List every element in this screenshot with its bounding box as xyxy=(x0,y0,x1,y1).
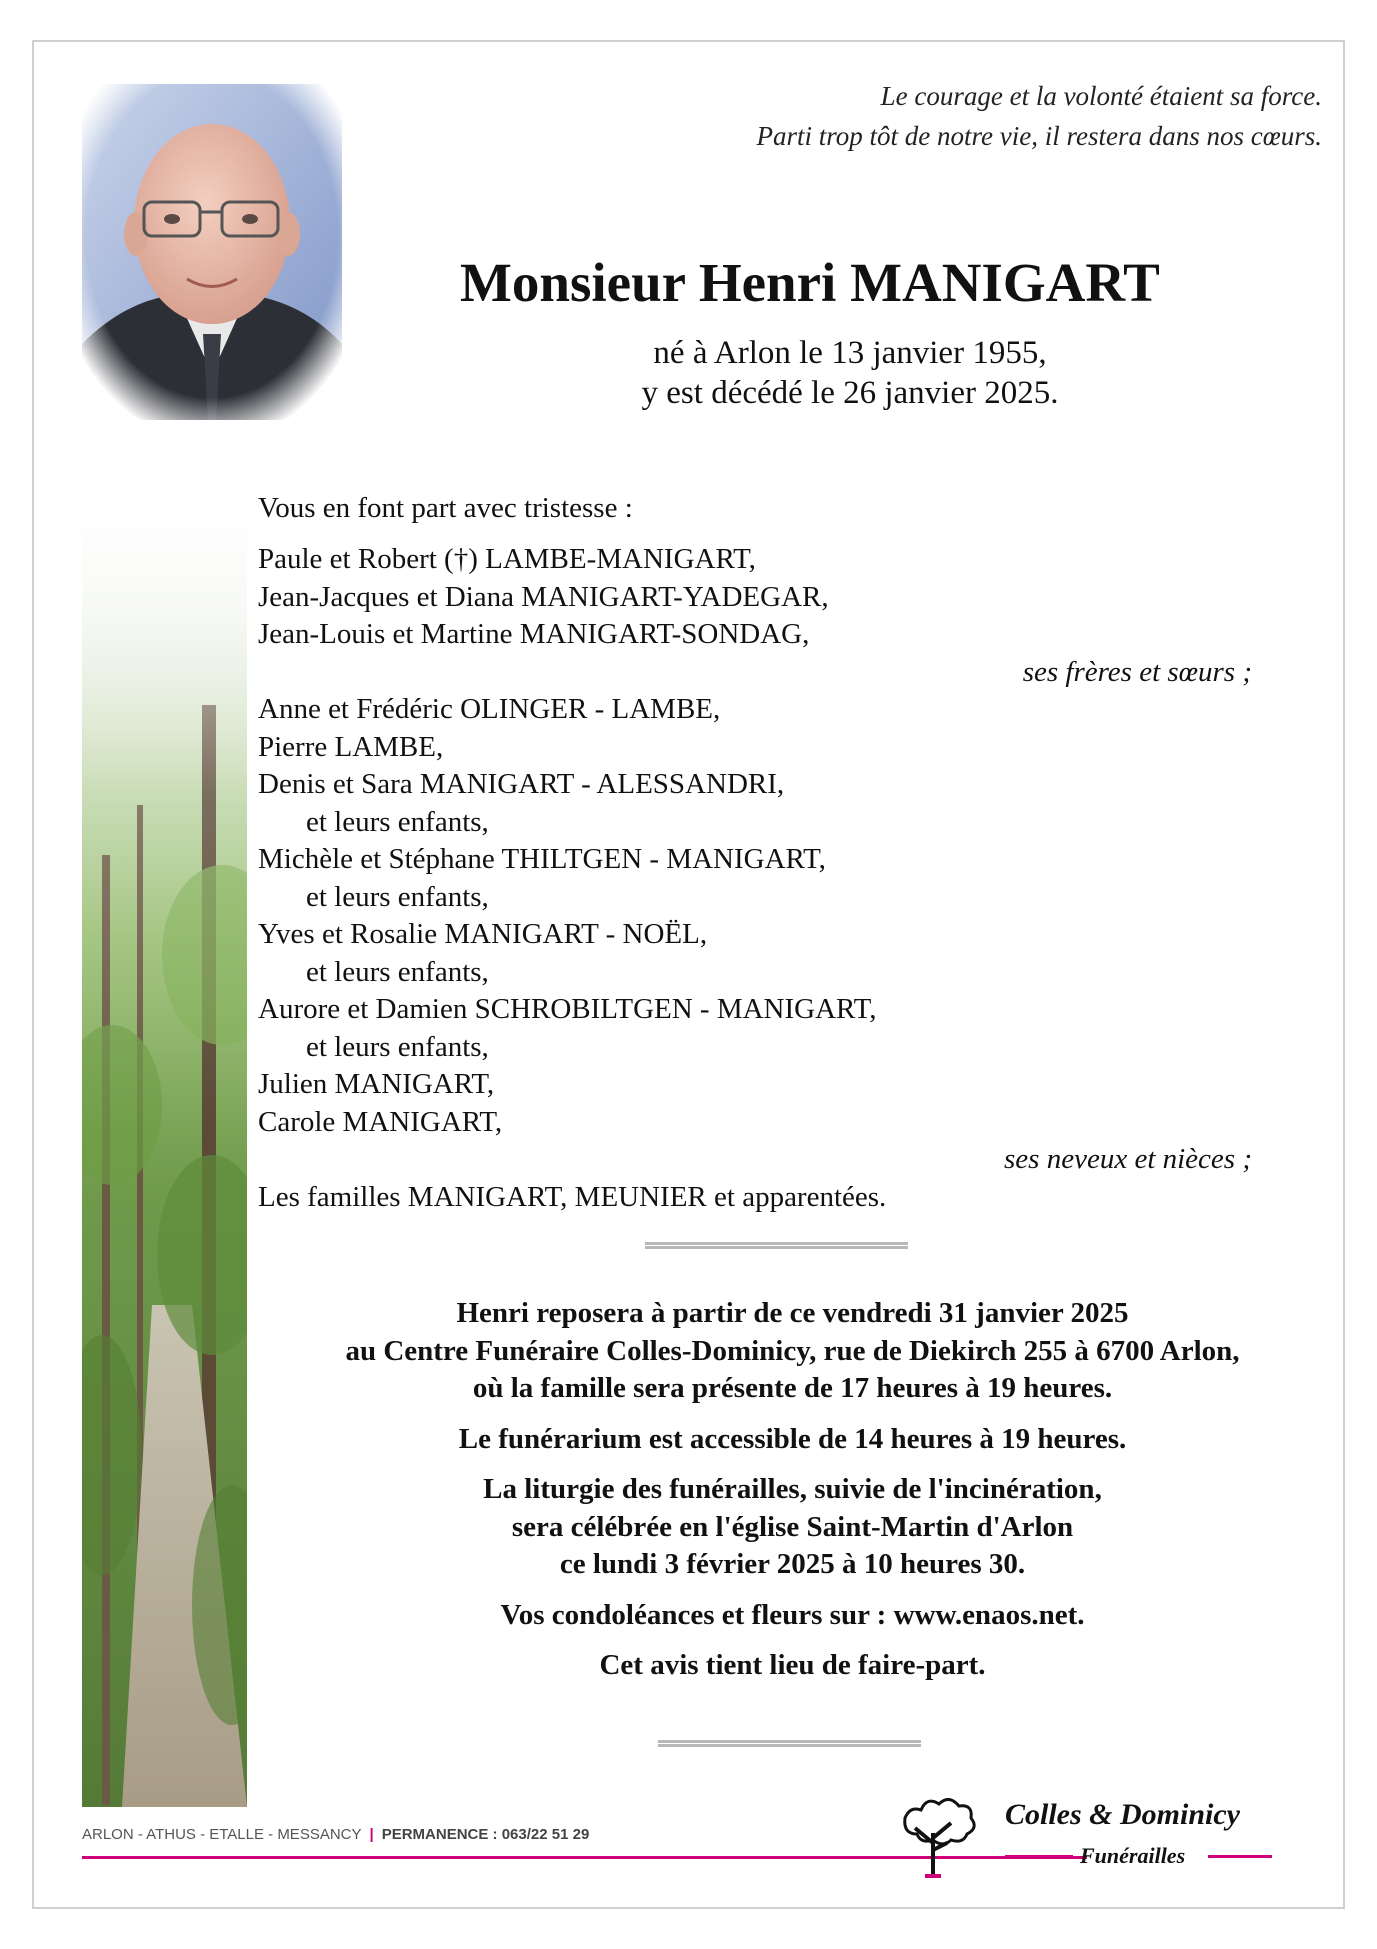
tree-logo-icon xyxy=(885,1788,985,1878)
nephew-line: Denis et Sara MANIGART - ALESSANDRI, xyxy=(258,768,785,800)
nephew-line: Aurore et Damien SCHROBILTGEN - MANIGART, xyxy=(258,993,877,1025)
nephew-line: Carole MANIGART, xyxy=(258,1105,503,1138)
memorial-quote xyxy=(757,76,1322,156)
condolences-line: Vos condoléances et fleurs sur : www.enaos.net. xyxy=(500,1598,1085,1631)
viewing-line: où la famille sera présente de 17 heures à 19 heures. xyxy=(472,1372,1113,1404)
funerarium-hours xyxy=(250,1421,1335,1459)
nephew-line: Michèle et Stéphane THILTGEN - MANIGART, xyxy=(258,843,826,875)
children-line: et leurs enfants, xyxy=(306,1030,489,1063)
family-announcement xyxy=(258,488,1258,1216)
birth-line: né à Arlon le 13 janvier 1955, xyxy=(653,335,1047,371)
sibling-line: Jean-Louis et Martine MANIGART-SONDAG, xyxy=(258,618,810,650)
liturgy-line: sera célébrée en l'église Saint-Martin d'Arlon xyxy=(511,1510,1074,1543)
liturgy-line: La liturgie des funérailles, suivie de l'incinération, xyxy=(483,1473,1102,1505)
deceased-name: Monsieur Henri MANIGART xyxy=(460,252,1160,313)
hours-line: Le funérarium est accessible de 14 heures à 19 heures. xyxy=(458,1422,1127,1455)
nephews-relation: ses neveux et nièces ; xyxy=(1004,1143,1252,1175)
funeral-home-logo xyxy=(885,1788,1285,1888)
nephew-line: Yves et Rosalie MANIGART - NOËL, xyxy=(258,918,708,950)
notice-line: Cet avis tient lieu de faire-part. xyxy=(599,1649,986,1681)
logo-sub-rule-left xyxy=(1005,1855,1073,1858)
announcement-intro: Vous en font part avec tristesse : xyxy=(258,492,633,524)
liturgy-line: ce lundi 3 février 2025 à 10 heures 30. xyxy=(559,1548,1026,1580)
nephew-line: Anne et Frédéric OLINGER - LAMBE, xyxy=(258,693,721,725)
other-families-line: Les familles MANIGART, MEUNIER et apparentées. xyxy=(258,1180,887,1213)
nephew-line: Pierre LAMBE, xyxy=(258,730,444,763)
section-divider xyxy=(658,1740,921,1747)
logo-name: Colles & Dominicy xyxy=(1005,1798,1240,1831)
logo-sub-rule-right xyxy=(1208,1855,1272,1858)
siblings-relation: ses frères et sœurs ; xyxy=(1022,655,1252,688)
footer-separator: | xyxy=(369,1826,374,1843)
ceremony-info xyxy=(250,1295,1335,1698)
footer-contact xyxy=(82,1826,589,1843)
sibling-line: Paule et Robert (†) LAMBE-MANIGART, xyxy=(258,543,756,575)
death-line: y est décédé le 26 janvier 2025. xyxy=(641,375,1059,411)
viewing-line: au Centre Funéraire Colles-Dominicy, rue de Diekirch 255 à 6700 Arlon, xyxy=(345,1334,1240,1367)
section-divider xyxy=(645,1242,908,1249)
portrait-photo xyxy=(82,84,342,420)
children-line: et leurs enfants, xyxy=(306,805,489,838)
sibling-line: Jean-Jacques et Diana MANIGART-YADEGAR, xyxy=(258,580,829,613)
viewing-line: Henri reposera à partir de ce vendredi 31 janvier 2025 xyxy=(456,1297,1129,1329)
condolences-info xyxy=(250,1597,1335,1635)
forest-path-image xyxy=(82,455,247,1807)
notice-info xyxy=(250,1647,1335,1685)
nephew-line: Julien MANIGART, xyxy=(258,1068,495,1100)
quote-line-2: Parti trop tôt de notre vie, il restera dans nos cœurs. xyxy=(756,121,1322,151)
children-line: et leurs enfants, xyxy=(306,880,489,913)
footer-locations: ARLON - ATHUS - ETALLE - MESSANCY xyxy=(82,1826,362,1843)
logo-subtitle: Funérailles xyxy=(1080,1843,1186,1868)
footer-permanence: PERMANENCE : 063/22 51 29 xyxy=(381,1826,590,1843)
children-line: et leurs enfants, xyxy=(306,955,489,988)
viewing-info xyxy=(250,1295,1335,1408)
liturgy-info xyxy=(250,1471,1335,1584)
quote-line-1: Le courage et la volonté étaient sa force. xyxy=(880,81,1322,111)
birth-death-info xyxy=(600,333,1100,413)
